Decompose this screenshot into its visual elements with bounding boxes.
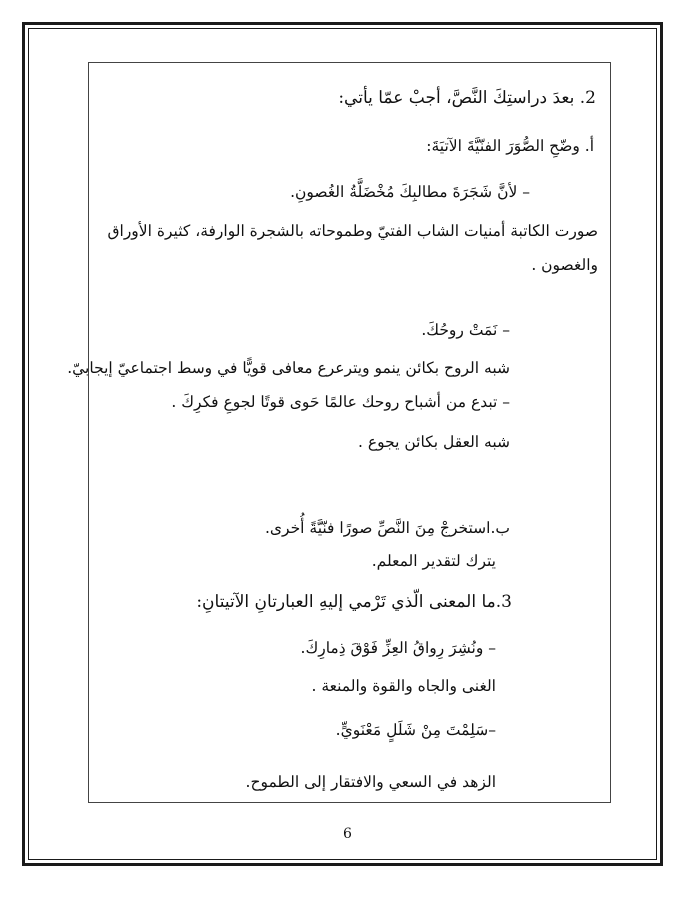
- answer-3-line-1: شبه العقل بكائن يجوع .: [358, 433, 510, 451]
- page-number: 6: [343, 826, 352, 842]
- part-a-heading: أ. وضّحِ الصُّوَرَ الفنّيَّةَ الآتيَةَ:: [426, 137, 594, 155]
- quote-2: – نَمَتْ روحُكَ.: [421, 321, 510, 339]
- answer-1-line-1: صورت الكاتبة أمنيات الشاب الفتيّ وطموحاته بالشجرة الوارفة، كثيرة الأوراق: [107, 222, 598, 240]
- content-box: [67, 62, 611, 803]
- q3-quote-1: – ونُشِرَ رِواقُ العِزِّ فَوْقَ ذِمارِكَ.: [300, 639, 496, 657]
- question-3-heading: 3.ما المعنى الّذي تَرْمي إليهِ العبارتانِ الآتيتانِ:: [196, 592, 512, 612]
- answer-2-line-1: شبه الروح بكائن ينمو ويترعرع معافى قويًّا في وسط اجتماعيّ إيجابيّ.: [67, 359, 510, 377]
- question-2-heading: 2. بعدَ دراستِكَ النَّصَّ، أجبْ عمّا يأتي:: [338, 88, 596, 108]
- part-b-answer: يترك لتقدير المعلم.: [371, 552, 496, 570]
- part-b-heading: ب.استخرجْ مِنَ النَّصِّ صورًا فنّيَّةً أُخرى.: [264, 519, 510, 537]
- q3-answer-1: الغنى والجاه والقوة والمنعة .: [311, 677, 496, 695]
- quote-3: – تبدع من أشباح روحك عالمًا حَوى قوتًا لجوعِ فكرِكَ .: [171, 393, 510, 411]
- q3-answer-2: الزهد في السعي والافتقار إلى الطموح.: [245, 773, 496, 791]
- answer-1-line-2: والغصون .: [531, 256, 598, 274]
- q3-quote-2: –سَلِمْتَ مِنْ شَلَلٍ مَعْنَويٍّ.: [335, 721, 496, 739]
- quote-1: – لأنَّ شَجَرَةَ مطالبِكَ مُخْضَلَّةُ الغُصونِ.: [290, 183, 530, 201]
